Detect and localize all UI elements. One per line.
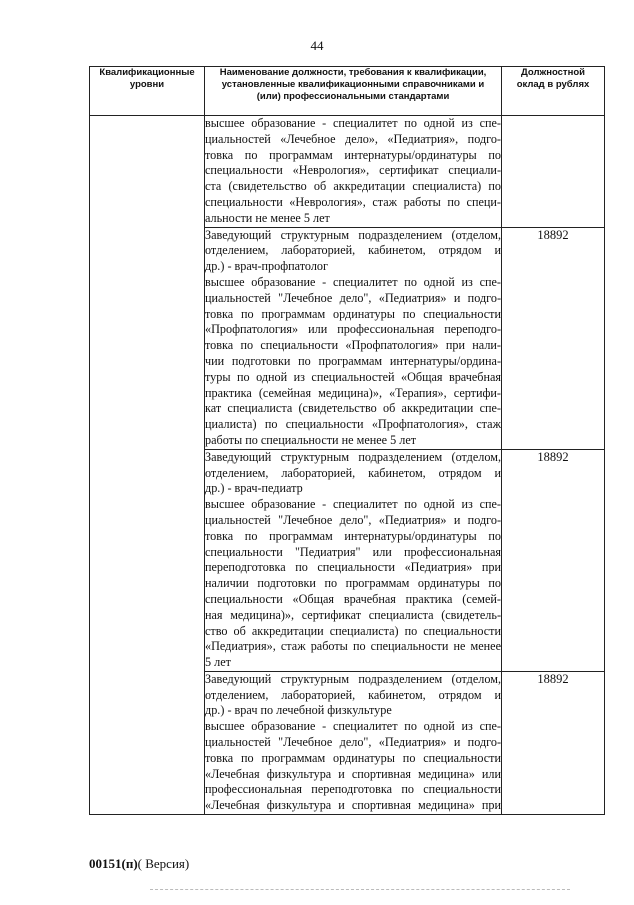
position-requirements-cell: [205, 671, 502, 814]
text-line: 5 лет: [205, 655, 231, 670]
text-line: специальности "Педиатрия" или профессиональная: [205, 544, 501, 559]
text-line: товка по программам интернатуры/ординатуры по: [205, 147, 501, 162]
salary-cell: 18892: [502, 449, 605, 671]
header-level-line: уровни: [129, 79, 165, 90]
text-line: кат специалиста (свидетельство об аккредитации спе-: [205, 401, 501, 416]
text-line: ство об аккредитации специалиста) по специальности: [205, 623, 501, 638]
table-header-row: [90, 67, 605, 116]
text-line: отделением, лабораторией, кабинетом, отрядом и: [205, 687, 501, 702]
text-line: «Лечебная физкультура и спортивная медицина» или: [205, 766, 501, 781]
text-line: циальностей "Лечебное дело", «Педиатрия» и подго-: [205, 290, 501, 305]
text-line: циалиста) по специальности «Профпатология», стаж: [205, 417, 501, 432]
text-line: высшее образование - специалитет по одной из спе-: [205, 274, 501, 289]
text-line: чии подготовки по программам интернатуры/ордина-: [205, 353, 501, 368]
text-line: др.) - врач по лечебной физкультуре: [205, 703, 392, 718]
bottom-divider: [150, 889, 570, 890]
text-line: Заведующий структурным подразделением (отделом,: [205, 671, 501, 686]
text-line: товка по программам ординатуры по специальности: [205, 750, 501, 765]
text-line: профессиональная переподготовка по специальности: [205, 782, 501, 797]
document-id: [89, 856, 189, 872]
position-requirements-cell: [205, 227, 502, 449]
position-requirements-cell: [205, 449, 502, 671]
text-line: отделением, лабораторией, кабинетом, отрядом и: [205, 243, 501, 258]
qualification-table: [89, 66, 605, 815]
text-line: циальностей "Лечебное дело", «Педиатрия» и подго-: [205, 512, 501, 527]
text-line: специальности «Неврология», стаж работы по специ-: [205, 194, 501, 209]
header-position-line: установленные квалификационными справочниками и: [221, 79, 485, 90]
header-salary: [502, 67, 605, 116]
table-row: [90, 116, 605, 228]
header-salary-line: оклад в рублях: [516, 79, 590, 90]
text-line: высшее образование - специалитет по одной из спе-: [205, 116, 501, 130]
header-level: [90, 67, 205, 116]
text-line: товка по программам ординатуры по специальности: [205, 306, 501, 321]
document-id-version: ( Версия): [137, 856, 190, 871]
text-line: др.) - врач-профпатолог: [205, 259, 329, 274]
header-position-line: Наименование должности, требования к квалификации,: [219, 67, 487, 78]
text-line: специальности «Неврология», сертификат специали-: [205, 163, 501, 178]
text-line: высшее образование - специалитет по одной из спе-: [205, 497, 501, 512]
text-line: практика (семейная медицина)», «Терапия», сертифи-: [205, 385, 501, 400]
text-line: переподготовка по специальности «Педиатрия» при: [205, 560, 501, 575]
text-line: товка по специальности «Профпатология» при нали-: [205, 338, 501, 353]
header-position: [205, 67, 502, 116]
text-line: циальностей «Лечебное дело», «Педиатрия», подго-: [205, 131, 501, 146]
header-salary-line: Должностной: [521, 67, 585, 78]
text-line: специальности «Общая врачебная практика (семей-: [205, 591, 501, 606]
text-line: «Профпатология» или профессиональная переподго-: [205, 322, 501, 337]
text-line: Заведующий структурным подразделением (отделом,: [205, 449, 501, 464]
header-level-line: Квалификационные: [99, 67, 195, 78]
text-line: работы по специальности не менее 5 лет: [205, 432, 417, 447]
text-line: «Педиатрия», стаж работы по специальности не менее: [205, 639, 501, 654]
text-line: высшее образование - специалитет по одной из спе-: [205, 719, 501, 734]
text-line: ста (свидетельство об аккредитации специалиста) по: [205, 179, 501, 194]
header-position-line: (или) профессиональными стандартами: [256, 91, 450, 102]
salary-cell: 18892: [502, 227, 605, 449]
level-cell: [90, 116, 205, 815]
text-line: отделением, лабораторией, кабинетом, отрядом и: [205, 465, 501, 480]
position-requirements-cell: [205, 116, 502, 228]
salary-cell: [502, 116, 605, 228]
text-line: товка по программам интернатуры/ординатуры по: [205, 528, 501, 543]
text-line: циальностей "Лечебное дело", «Педиатрия» и подго-: [205, 735, 501, 750]
text-line: туры по одной из специальностей «Общая врачебная: [205, 369, 501, 384]
text-line: «Лечебная физкультура и спортивная медицина» при: [205, 798, 501, 813]
text-line: Заведующий структурным подразделением (отделом,: [205, 227, 501, 242]
text-line: альности не менее 5 лет: [205, 210, 330, 225]
text-line: наличии подготовки по программам ординатуры по: [205, 576, 501, 591]
document-id-code: 00151(п): [89, 856, 138, 871]
page-number: 44: [310, 38, 324, 53]
salary-cell: 18892: [502, 671, 605, 814]
text-line: ная медицина)», сертификат специалиста (свидетель-: [205, 607, 501, 622]
text-line: др.) - врач-педиатр: [205, 481, 303, 496]
